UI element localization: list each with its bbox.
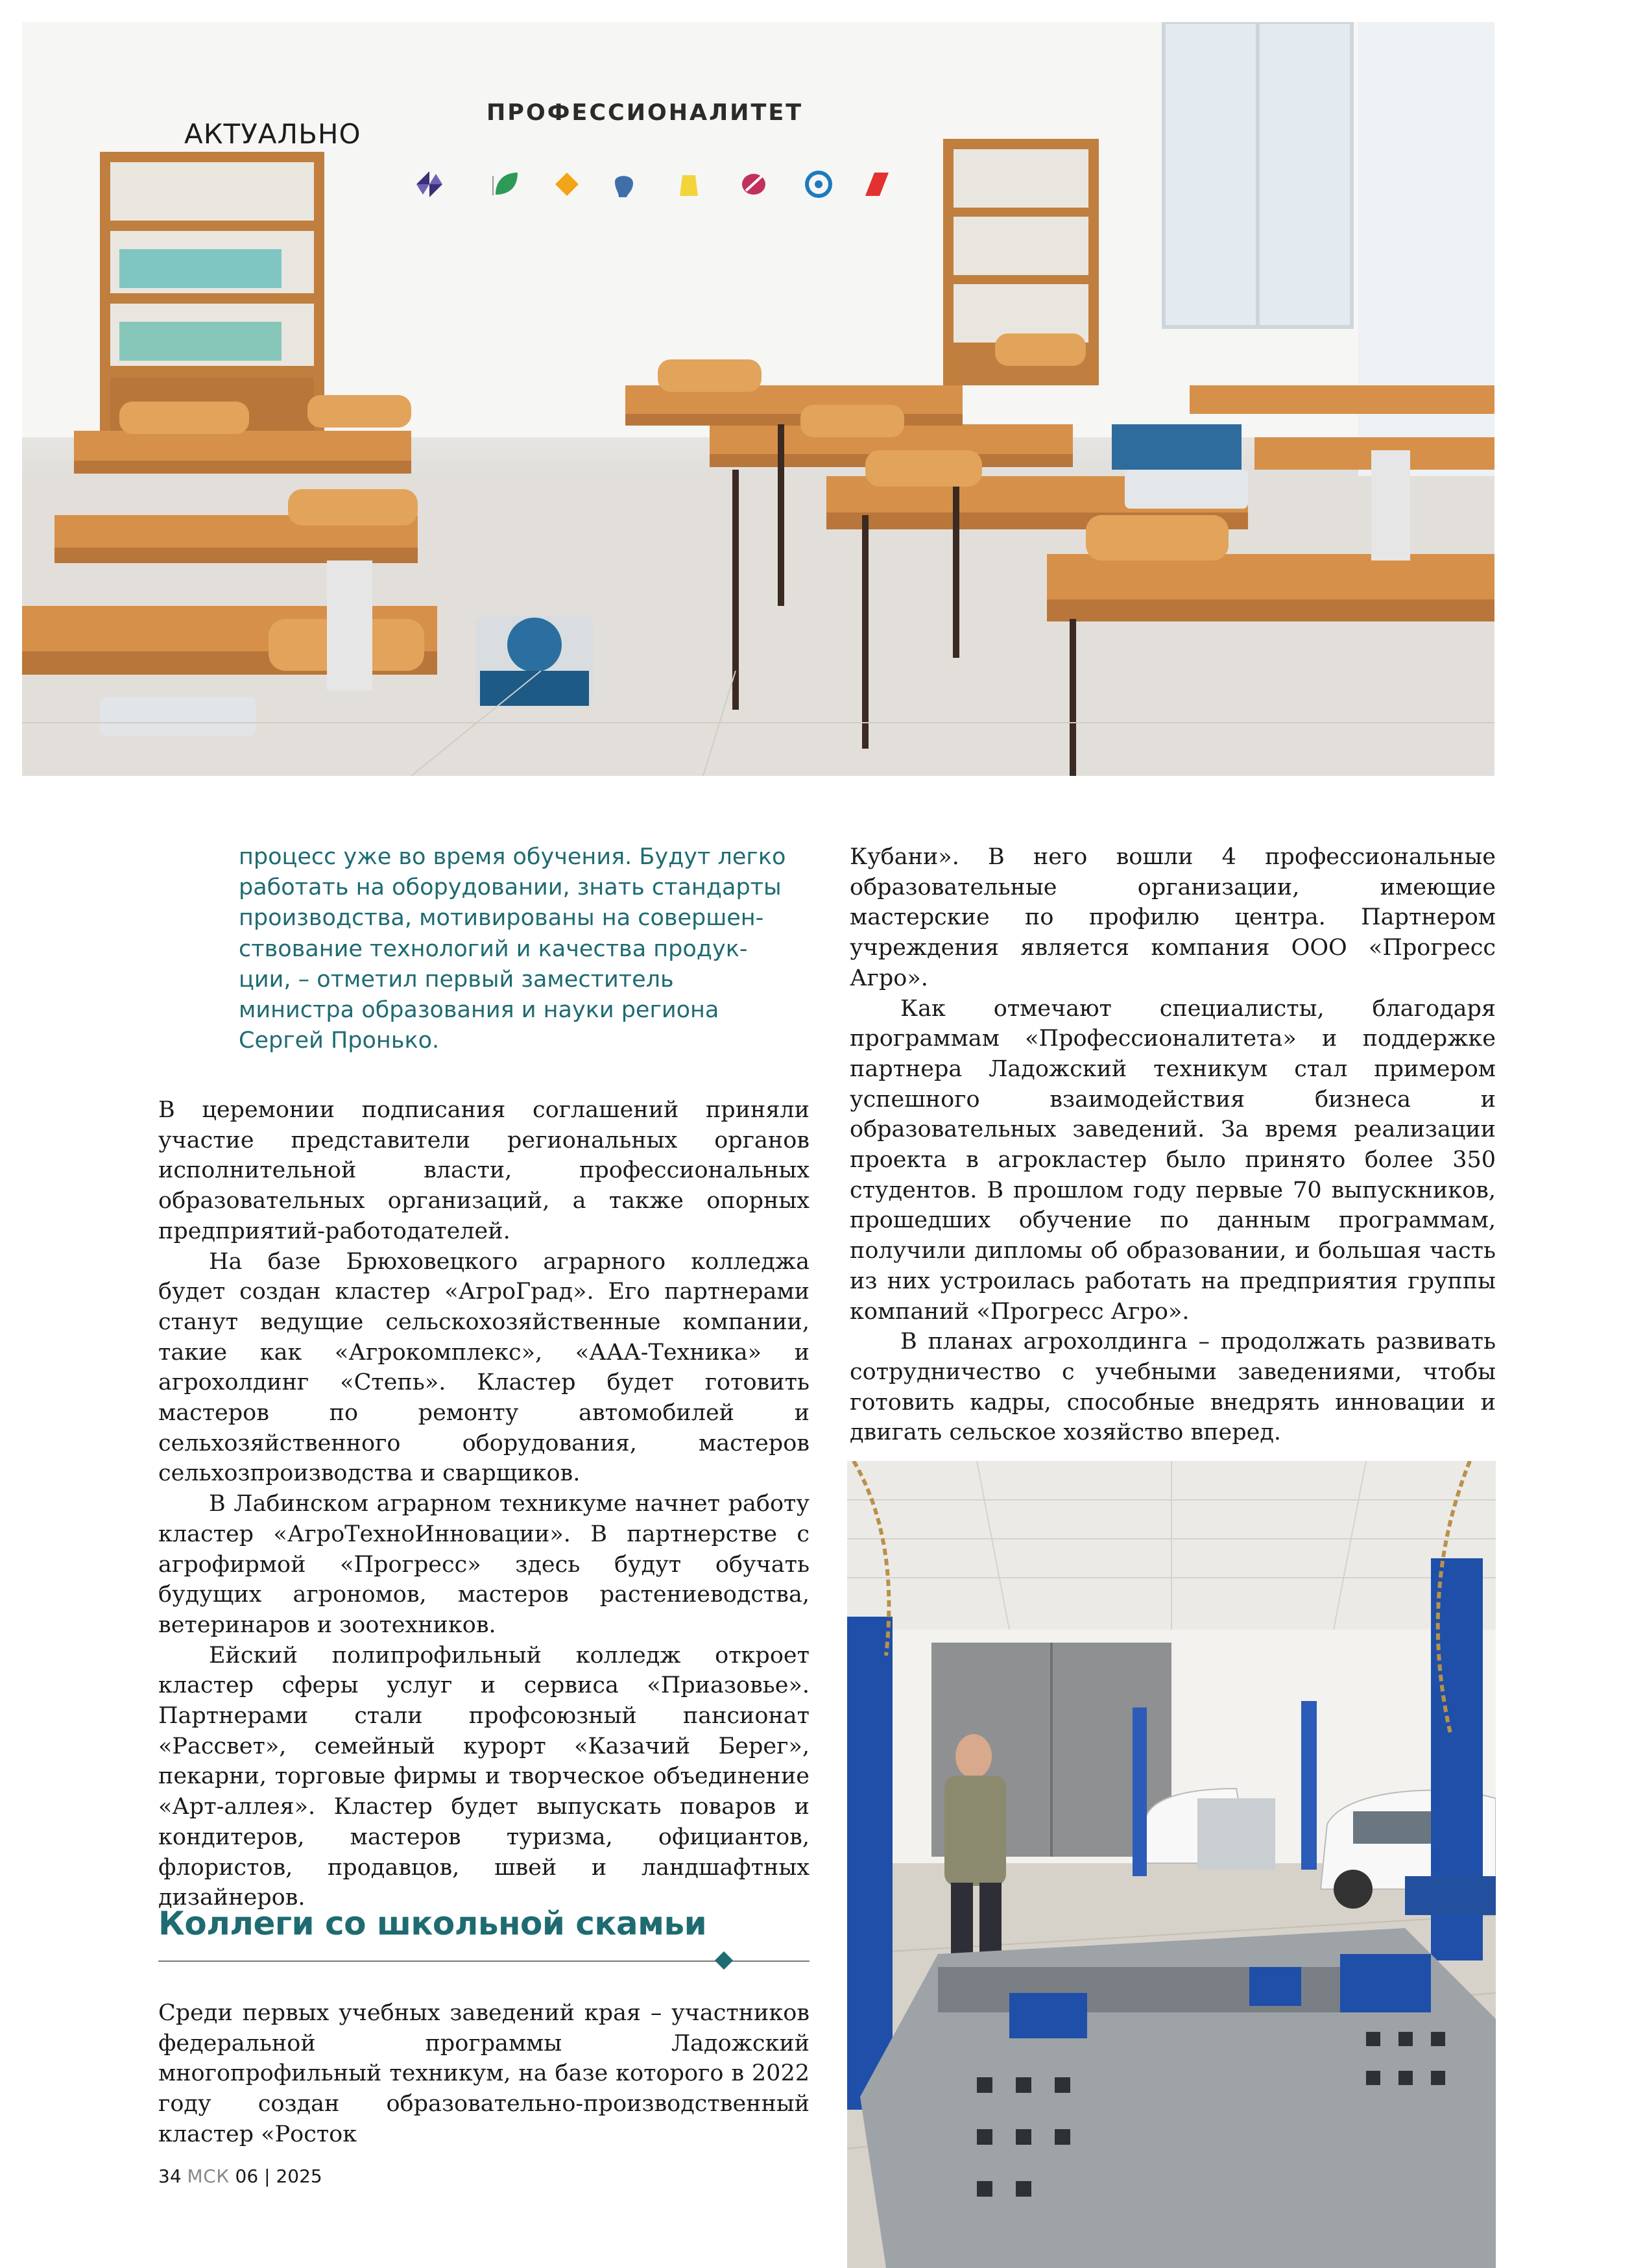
page-number: 34 (158, 2165, 182, 2187)
paragraph: Ейский полипрофильный колледж откроет кластер сферы услуг и сервиса «Приазовье». Партнерами стали профсоюзный пансионат «Рассвет», семейный курорт «Казачий Берег», пекарни, торговые фирмы и творческое объединение «Арт-аллея». Кластер будет выпускать поваров и кондитеров, мастеров туризма, официантов, флористов, продавцов, швей и ландшафтных дизайнеров. (158, 1642, 810, 1911)
section-heading: Коллеги со школьной скамьи (158, 1905, 707, 1942)
brand-icon-row (414, 169, 894, 208)
quote-line: процесс уже во время обучения. Будут легко (239, 844, 786, 870)
left-column (158, 1095, 810, 1913)
quote-line: Сергей Пронько. (239, 1028, 440, 1054)
paragraph: В Лабинском аграрном техникуме начнет работу кластер «АгроТехноИнновации». В партнерстве с агрофирмой «Прогресс» здесь будут обучать будущих агрономов, мастеров растениеводства, ветеринаров и зоотехников. (158, 1491, 810, 1638)
pull-quote (239, 842, 790, 1056)
paragraph: Кубани». В него вошли 4 профессиональные образовательные организации, имеющие мастерские по профилю центра. Партнером учреждения является компания ООО «Прогресс Агро». (850, 844, 1496, 991)
head-icon (608, 169, 642, 202)
quote-line: министра образования и науки региона (239, 997, 719, 1024)
brand-title: ПРОФЕССИОНАЛИТЕТ (486, 100, 804, 126)
magazine-name: МСК (187, 2165, 230, 2187)
heading-rule (158, 1960, 810, 1962)
paragraph: На базе Брюховецкого аграрного колледжа будет создан кластер «АгроГрад». Его партнерами станут ведущие сельскохозяйственные компании, такие как «Агрокомплекс», «ААА-Техника» и агрохолдинг «Степь». Кластер будет готовить мастеров по ремонту автомобилей и сельхозяйственного оборудования, мастеров сельхозпроизводства и сварщиков. (158, 1248, 810, 1487)
quote-line: производства, мотивированы на совершен- (239, 905, 764, 932)
quote-line: работать на оборудовании, знать стандарты (239, 875, 782, 901)
page-footer (158, 2165, 322, 2187)
issue-year: 2025 (276, 2165, 322, 2187)
diamond-ornament-icon (715, 1951, 733, 1970)
pinwheel-blade (416, 171, 429, 184)
paragraph: Как отмечают специалисты, благодаря программам «Профессионалитета» и поддержке партнера Ладожский техникум стал примером успешного взаимодействия бизнеса и образовательных заведений. За время реализации проекта в агрокластер было принято более 350 студентов. В прошлом году первые 70 выпускников, прошедших обучение по данным программам, получили дипломы об образовании, и большая часть из них устроилась работать на предприятия группы компаний «Прогресс Агро». (850, 995, 1496, 1325)
paragraph: В планах агрохолдинга – продолжать развивать сотрудничество с учебными заведениями, чтобы готовить кадры, способные внедрять инновации и двигать сельское хозяйство вперед. (850, 1329, 1496, 1446)
shield-icon (738, 169, 772, 202)
section-label: АКТУАЛЬНО (184, 118, 361, 150)
leaf-icon (490, 169, 524, 202)
pinwheel-icon (414, 169, 448, 202)
target-icon (803, 169, 837, 202)
right-column (850, 842, 1496, 1448)
quote-line: ции, – отметил первый заместитель (239, 966, 674, 993)
diamond-icon (551, 169, 585, 202)
paragraph: В церемонии подписания соглашений приняли участие представители региональных органов исполнительной власти, профессиональных образовательных организаций, а также опорных предприятий-работодателей. (158, 1097, 810, 1244)
workshop-photo (847, 1461, 1496, 2268)
footer-separator: | (264, 2165, 270, 2187)
left-column-continued (158, 1998, 810, 2150)
issue-number: 06 (235, 2165, 259, 2187)
classroom-photo (22, 22, 1494, 776)
quote-line: ствование технологий и качества продук- (239, 935, 748, 962)
bell-icon (673, 169, 707, 202)
slash-icon (861, 169, 895, 202)
paragraph: Среди первых учебных заведений края – участников федеральной программы Ладожский многопрофильный техникум, на базе которого в 2022 году создан образовательно-производственный кластер «Росток (158, 2000, 810, 2147)
